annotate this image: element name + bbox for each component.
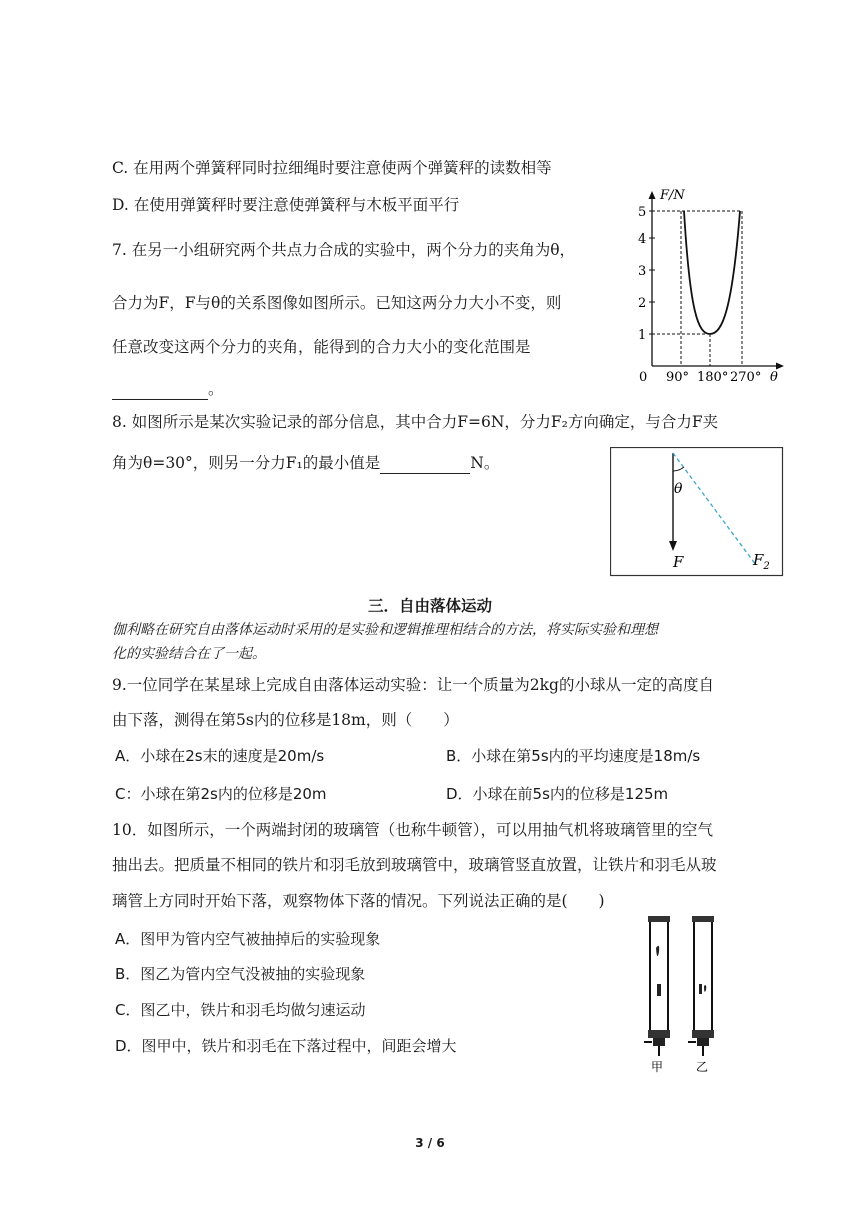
q10-option-b: B．图乙为管内空气没被抽的实验现象 — [115, 965, 366, 983]
q8-line-2 — [112, 452, 499, 474]
force-f2-label: F — [753, 551, 764, 569]
section-3-title: 三．自由落体运动 — [367, 596, 492, 615]
q10-line-1: 10．如图所示，一个两端封闭的玻璃管（也称牛顿管），可以用抽气机将玻璃管里的空气 — [112, 821, 713, 839]
q9-option-d: D．小球在前5s内的位移是125m — [446, 785, 669, 803]
q7-answer-blank[interactable] — [112, 399, 208, 400]
q6-option-c: C. 在用两个弹簧秤同时拉细绳时要注意使两个弹簧秤的读数相等 — [112, 159, 552, 177]
graph-y-tick-5: 5 — [638, 205, 647, 220]
force-f2-subscript: 2 — [763, 561, 770, 572]
force-diagram — [610, 447, 786, 577]
graph-y-tick-4: 4 — [638, 232, 647, 247]
angle-theta-label: θ — [674, 481, 683, 497]
q9-line-1: 9.一位同学在某星球上完成自由落体运动实验：让一个质量为2kg的小球从一定的高度自 — [112, 676, 714, 694]
q6-option-d: D. 在使用弹簧秤时要注意使弹簧秤与木板平面平行 — [112, 196, 460, 214]
tube-label-jia: 甲 — [651, 1060, 664, 1074]
tube-label-yi: 乙 — [696, 1060, 709, 1074]
q8-line-2-end: N。 — [470, 454, 500, 472]
newton-tubes-figure — [636, 912, 736, 1074]
force-f-label: F — [673, 553, 684, 571]
section-3-intro-1: 伽利略在研究自由落体运动时采用的是实验和逻辑推理相结合的方法，将实际实验和理想 — [112, 622, 658, 638]
q8-line-1: 8. 如图所示是某次实验记录的部分信息，其中合力F=6N，分力F₂方向确定，与合力F夹 — [112, 413, 719, 431]
graph-x-tick-180: 180° — [697, 370, 729, 382]
graph-y-label: F/N — [660, 188, 685, 203]
q9-line-2: 由下落，测得在第5s内的位移是18m，则（ ） — [112, 711, 459, 729]
q10-option-c: C．图乙中，铁片和羽毛均做匀速运动 — [115, 1001, 366, 1019]
graph-y-tick-1: 1 — [638, 328, 647, 343]
q9-option-b: B．小球在第5s内的平均速度是18m/s — [446, 747, 701, 765]
q9-option-c: C：小球在第2s内的位移是20m — [115, 785, 327, 803]
graph-x-tick-270: 270° — [730, 370, 762, 382]
q7-line-2: 合力为F，F与θ的关系图像如图所示。已知这两分力大小不变，则 — [112, 294, 562, 312]
tube-jia — [644, 916, 670, 1056]
q10-option-a: A．图甲为管内空气被抽掉后的实验现象 — [115, 930, 381, 948]
q10-line-3: 璃管上方同时开始下落，观察物体下落的情况。下列说法正确的是( ) — [112, 892, 605, 910]
q8-line-2-start: 角为θ=30°，则另一分力F₁的最小值是 — [112, 454, 381, 472]
q7-line-1: 7. 在另一小组研究两个共点力合成的实验中，两个分力的夹角为θ， — [112, 241, 576, 259]
q8-answer-blank[interactable] — [380, 473, 470, 474]
graph-origin-label: 0 — [639, 370, 648, 382]
page-number: 3 / 6 — [415, 1136, 445, 1150]
section-3-intro-2: 化的实验结合在了一起。 — [112, 646, 266, 662]
tube-yi — [688, 916, 714, 1056]
graph-x-label: θ — [770, 370, 778, 382]
q10-option-d: D．图甲中，铁片和羽毛在下落过程中，间距会增大 — [115, 1037, 457, 1055]
q10-line-2: 抽出去。把质量不相同的铁片和羽毛放到玻璃管中，玻璃管竖直放置，让铁片和羽毛从玻 — [112, 856, 717, 874]
q7-line-end: 。 — [208, 380, 224, 398]
graph-x-tick-90: 90° — [666, 370, 690, 382]
graph-y-tick-2: 2 — [638, 296, 647, 311]
q7-line-4 — [112, 378, 224, 400]
q9-option-a: A．小球在2s末的速度是20m/s — [115, 747, 325, 765]
graph-y-tick-3: 3 — [638, 264, 647, 279]
q7-line-3: 任意改变这两个分力的夹角，能得到的合力大小的变化范围是 — [112, 338, 531, 356]
f-theta-graph — [630, 182, 790, 382]
